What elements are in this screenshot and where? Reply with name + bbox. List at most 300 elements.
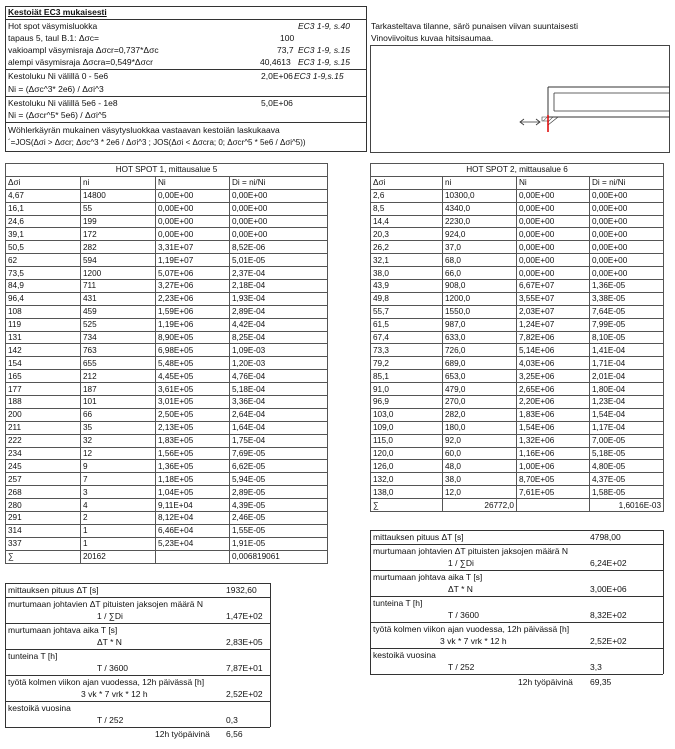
table-cell: 6,98E+05 (156, 344, 230, 357)
table-cell: 12 (81, 447, 156, 460)
calc-label: kestoikä vuosina (8, 703, 71, 713)
hotspot2-rows (371, 189, 664, 498)
table-cell: 1 (81, 537, 156, 550)
table-cell: 172 (81, 228, 156, 241)
table-cell: 459 (81, 305, 156, 318)
table-cell: 924,0 (443, 228, 517, 241)
table-row (6, 215, 328, 228)
table-row (6, 280, 328, 293)
table-cell: 222 (6, 434, 81, 447)
calc-value: 6,24E+02 (590, 558, 627, 568)
header-row-value: 73,7 (277, 45, 294, 55)
table-cell: 0,00E+00 (517, 189, 590, 202)
table-cell: 734 (81, 331, 156, 344)
calc-value: 2,83E+05 (226, 637, 263, 647)
table-cell: 1,75E-04 (230, 434, 328, 447)
table-row (371, 434, 664, 447)
table-cell: 101 (81, 396, 156, 409)
table-cell: 4,37E-05 (590, 473, 664, 486)
table-cell: 2,46E-05 (230, 512, 328, 525)
table-cell: 1,83E+05 (156, 434, 230, 447)
table-cell: 4,42E-04 (230, 318, 328, 331)
calc-label: 12h työpäivinä (155, 729, 210, 739)
weld-sketch (370, 45, 670, 153)
note-line-2: Vinoviivoitus kuvaa hitsisaumaa. (371, 33, 494, 43)
table-cell: 1200 (81, 267, 156, 280)
table-cell: 2,37E-04 (230, 267, 328, 280)
table-row (371, 370, 664, 383)
table-cell: 1,54E+06 (517, 421, 590, 434)
table-cell: 91,0 (371, 383, 443, 396)
table-cell: 3,61E+05 (156, 383, 230, 396)
table-cell: 180,0 (443, 421, 517, 434)
table-cell: 1,19E+07 (156, 254, 230, 267)
table-cell: 55,7 (371, 305, 443, 318)
sum-ni: 26772,0 (443, 499, 517, 512)
table-cell: 8,12E+04 (156, 512, 230, 525)
table-cell: 154 (6, 357, 81, 370)
table-cell: 142 (6, 344, 81, 357)
calc-label: tunteina T [h] (373, 598, 423, 608)
calc-formula: 1 / ∑Di (448, 558, 474, 568)
table-row (6, 357, 328, 370)
table-row (6, 537, 328, 550)
table-row (371, 292, 664, 305)
table-cell: 5,14E+06 (517, 344, 590, 357)
table-cell: 68,0 (443, 254, 517, 267)
table-row (371, 202, 664, 215)
table-cell: 1,71E-04 (590, 357, 664, 370)
header-row-value: 40,4613 (260, 57, 291, 67)
table-cell: 0,00E+00 (517, 241, 590, 254)
calc-value: 2,52E+02 (226, 689, 263, 699)
calc-value: 1932,60 (226, 585, 257, 595)
table-cell: 187 (81, 383, 156, 396)
table-cell: 66,0 (443, 267, 517, 280)
table-cell: 4,45E+05 (156, 370, 230, 383)
header-row-label: Hot spot väsymisluokka (8, 21, 98, 31)
table-cell: 763 (81, 344, 156, 357)
table-cell: 7,82E+06 (517, 331, 590, 344)
column-header: Ni (156, 176, 230, 189)
hotspot2-title: HOT SPOT 2, mittausalue 6 (371, 164, 664, 177)
table-cell: 3,36E-04 (230, 396, 328, 409)
calc-value: 7,87E+01 (226, 663, 263, 673)
table-cell: 73,3 (371, 344, 443, 357)
table-cell: 4,67 (6, 189, 81, 202)
column-header: Δσi (6, 176, 81, 189)
table-row (371, 421, 664, 434)
table-cell: 1550,0 (443, 305, 517, 318)
table-cell: 257 (6, 473, 81, 486)
table-cell: 14,4 (371, 215, 443, 228)
table-cell: 109,0 (371, 421, 443, 434)
table-row (6, 318, 328, 331)
table-cell: 2,23E+06 (156, 292, 230, 305)
kesto1-value: 2,0E+06 (261, 71, 293, 81)
table-row (371, 383, 664, 396)
table-row (6, 421, 328, 434)
calc-value: 3,00E+06 (590, 584, 627, 594)
table-cell: 200 (6, 408, 81, 421)
hotspot1-calc (5, 583, 327, 749)
sum-symbol: ∑ (6, 550, 81, 563)
calc-formula: T / 252 (97, 715, 124, 725)
table-cell: 908,0 (443, 280, 517, 293)
table-cell: 1,24E+07 (517, 318, 590, 331)
table-cell: 8,10E-05 (590, 331, 664, 344)
table-cell: 0,00E+00 (230, 202, 328, 215)
table-row (6, 473, 328, 486)
table-cell: 0,00E+00 (517, 254, 590, 267)
table-cell: 84,9 (6, 280, 81, 293)
table-cell: 8,25E-04 (230, 331, 328, 344)
header-row-ref: EC3 1-9, s.40 (298, 21, 350, 31)
table-cell: 67,4 (371, 331, 443, 344)
table-cell: 5,48E+05 (156, 357, 230, 370)
table-cell: 79,2 (371, 357, 443, 370)
table-cell: 1,00E+06 (517, 460, 590, 473)
table-cell: 37,0 (443, 241, 517, 254)
table-cell: 2,89E-04 (230, 305, 328, 318)
table-cell: 4340,0 (443, 202, 517, 215)
table-row (371, 396, 664, 409)
table-cell: 0,00E+00 (230, 189, 328, 202)
table-cell: 5,18E-05 (590, 447, 664, 460)
table-row (6, 408, 328, 421)
header-row-label: vakioampl väsymisraja Δσcr=0,737*Δσc (8, 45, 159, 55)
table-cell: 1,83E+06 (517, 408, 590, 421)
table-cell: 270,0 (443, 396, 517, 409)
table-cell: 126,0 (371, 460, 443, 473)
table-cell: 2,01E-04 (590, 370, 664, 383)
table-cell: 199 (81, 215, 156, 228)
column-header: Δσi (371, 176, 443, 189)
table-cell: 85,1 (371, 370, 443, 383)
table-cell: 96,4 (6, 292, 81, 305)
table-cell: 1,04E+05 (156, 486, 230, 499)
column-header: Di = ni/Ni (230, 176, 328, 189)
table-cell: 8,5 (371, 202, 443, 215)
calc-label: työtä kolmen viikon ajan vuodessa, 12h päivässä [h] (373, 624, 570, 634)
calc-value: 3,3 (590, 662, 602, 672)
kesto2-label: Kestoluku Ni välillä 5e6 - 1e8 (8, 98, 118, 108)
header-row-label: alempi väsymisraja Δσcra=0,549*Δσcr (8, 57, 153, 67)
table-cell: 280 (6, 499, 81, 512)
table-cell: 1,36E-05 (590, 280, 664, 293)
table-cell: 0,00E+00 (517, 215, 590, 228)
kesto2-formula: Ni = (Δσcr^5* 5e6) / Δσi^5 (8, 110, 107, 120)
kesto1-label: Kestoluku Ni välillä 0 - 5e6 (8, 71, 109, 81)
table-cell: 103,0 (371, 408, 443, 421)
table-cell: 3,55E+07 (517, 292, 590, 305)
table-cell: 3 (81, 486, 156, 499)
table-cell: 689,0 (443, 357, 517, 370)
table-cell: 96,9 (371, 396, 443, 409)
table-row (371, 447, 664, 460)
table-cell: 8,52E-06 (230, 241, 328, 254)
table-cell: 987,0 (443, 318, 517, 331)
table-row (6, 228, 328, 241)
table-cell: 39,1 (6, 228, 81, 241)
table-cell: 50,5 (6, 241, 81, 254)
calc-formula: T / 3600 (97, 663, 129, 673)
table-row (6, 254, 328, 267)
header-row-label: tapaus 5, taul B.1: Δσc= (8, 33, 100, 43)
table-cell: 108 (6, 305, 81, 318)
table-cell: 1 (81, 524, 156, 537)
table-row (371, 357, 664, 370)
calc-label: kestoikä vuosina (373, 650, 436, 660)
kesto1-ref: EC3 1-9,s.15 (294, 71, 344, 81)
table-cell: 234 (6, 447, 81, 460)
table-cell: 1,09E-03 (230, 344, 328, 357)
table-cell: 282 (81, 241, 156, 254)
table-row (6, 499, 328, 512)
column-header: ni (443, 176, 517, 189)
table-cell: 711 (81, 280, 156, 293)
calc-formula: 1 / ∑Di (97, 611, 123, 621)
column-header: Di = ni/Ni (590, 176, 664, 189)
table-cell: 5,01E-05 (230, 254, 328, 267)
table-cell: 0,00E+00 (156, 215, 230, 228)
table-cell: 43,9 (371, 280, 443, 293)
calc-label: murtumaan johtava aika T [s] (373, 572, 483, 582)
table-cell: 6,67E+07 (517, 280, 590, 293)
calc-label: työtä kolmen viikon ajan vuodessa, 12h päivässä [h] (8, 677, 205, 687)
table-cell: 7,64E-05 (590, 305, 664, 318)
table-cell: 1,93E-04 (230, 292, 328, 305)
wohler-title: Wöhlerkäyrän mukainen väsytysluokkaa vastaavan kestoiän laskukaava (8, 125, 280, 135)
table-cell: 2,18E-04 (230, 280, 328, 293)
table-cell: 1,36E+05 (156, 460, 230, 473)
table-cell: 4,39E-05 (230, 499, 328, 512)
table-cell: 2,89E-05 (230, 486, 328, 499)
table-cell: 132,0 (371, 473, 443, 486)
table-cell: 0,00E+00 (156, 202, 230, 215)
table-cell: 0,00E+00 (590, 254, 664, 267)
table-cell: 49,8 (371, 292, 443, 305)
table-row (6, 267, 328, 280)
table-cell: 3,01E+05 (156, 396, 230, 409)
table-cell: 2 (81, 512, 156, 525)
table-cell: 314 (6, 524, 81, 537)
table-row (371, 254, 664, 267)
table-cell: 10300,0 (443, 189, 517, 202)
calc-formula: 3 vk * 7 vrk * 12 h (440, 636, 507, 646)
table-cell: 653,0 (443, 370, 517, 383)
table-cell: 525 (81, 318, 156, 331)
table-row (6, 331, 328, 344)
calc-value: 4798,00 (590, 532, 621, 542)
calc-label: 12h työpäivinä (518, 677, 573, 687)
table-cell: 1,19E+06 (156, 318, 230, 331)
table-cell: 0,00E+00 (517, 267, 590, 280)
table-cell: 2,20E+06 (517, 396, 590, 409)
note-line-1: Tarkasteltava tilanne, särö punaisen viivan suuntaisesti (371, 21, 578, 31)
table-row (6, 305, 328, 318)
table-row (371, 486, 664, 499)
table-row (371, 344, 664, 357)
header-row-value: 100 (280, 33, 295, 43)
table-cell: 0,00E+00 (590, 189, 664, 202)
table-cell: 8,90E+05 (156, 331, 230, 344)
table-cell: 2,65E+06 (517, 383, 590, 396)
table-cell: 6,46E+04 (156, 524, 230, 537)
table-cell: 5,18E-04 (230, 383, 328, 396)
table-cell: 6,62E-05 (230, 460, 328, 473)
table-cell: 35 (81, 421, 156, 434)
sum-symbol: ∑ (371, 499, 443, 512)
table-cell: 62 (6, 254, 81, 267)
wohler-formula: ´=JOS(Δσi > Δσcr; Δσc^3 * 2e6 / Δσi^3 ; JOS(Δσi < Δσcra; 0; Δσcr^5 * 5e6 / Δσi^5)) (8, 138, 306, 147)
table-cell: 3,31E+07 (156, 241, 230, 254)
table-cell: 20,3 (371, 228, 443, 241)
calc-formula: ΔT * N (448, 584, 473, 594)
table-cell: 9,11E+04 (156, 499, 230, 512)
table-cell: 245 (6, 460, 81, 473)
table-cell: 3,38E-05 (590, 292, 664, 305)
calc-value: 69,35 (590, 677, 612, 687)
table-cell: 2,64E-04 (230, 408, 328, 421)
table-cell: 1,56E+05 (156, 447, 230, 460)
table-row (371, 241, 664, 254)
table-cell: 337 (6, 537, 81, 550)
table-cell: 7,61E+05 (517, 486, 590, 499)
table-cell: 1,23E-04 (590, 396, 664, 409)
table-row (371, 280, 664, 293)
table-row (371, 318, 664, 331)
table-cell: 32 (81, 434, 156, 447)
table-cell: 14800 (81, 189, 156, 202)
table-row (6, 486, 328, 499)
table-cell: 120,0 (371, 447, 443, 460)
table-row (6, 189, 328, 202)
table-cell: 177 (6, 383, 81, 396)
table-cell: 0,00E+00 (590, 241, 664, 254)
table-cell: 2,50E+05 (156, 408, 230, 421)
table-cell: 268 (6, 486, 81, 499)
table-cell: 655 (81, 357, 156, 370)
table-cell: 2230,0 (443, 215, 517, 228)
hotspot1-rows (6, 189, 328, 550)
table-cell: 48,0 (443, 460, 517, 473)
header-row-ref: EC3 1-9, s.15 (298, 57, 350, 67)
table-row (371, 473, 664, 486)
table-cell: 1,80E-04 (590, 383, 664, 396)
table-row (371, 228, 664, 241)
table-row (6, 396, 328, 409)
table-cell: 16,1 (6, 202, 81, 215)
table-cell: 2,6 (371, 189, 443, 202)
table-cell: 66 (81, 408, 156, 421)
calc-label: mittauksen pituus ΔT [s] (8, 585, 99, 595)
table-cell: 0,00E+00 (590, 202, 664, 215)
table-cell: 1,64E-04 (230, 421, 328, 434)
table-cell: 1,17E-04 (590, 421, 664, 434)
table-cell: 0,00E+00 (156, 228, 230, 241)
calc-label: murtumaan johtava aika T [s] (8, 625, 118, 635)
table-row (6, 202, 328, 215)
table-row (371, 408, 664, 421)
table-cell: 1,59E+06 (156, 305, 230, 318)
table-cell: 5,07E+06 (156, 267, 230, 280)
table-cell: 4,76E-04 (230, 370, 328, 383)
table-cell: 7,69E-05 (230, 447, 328, 460)
table-cell: 138,0 (371, 486, 443, 499)
table-cell: 7 (81, 473, 156, 486)
table-cell: 119 (6, 318, 81, 331)
calc-label: murtumaan johtavien ΔT pituisten jaksojen määrä N (8, 599, 203, 609)
calc-value: 8,32E+02 (590, 610, 627, 620)
calc-label: murtumaan johtavien ΔT pituisten jaksojen määrä N (373, 546, 568, 556)
header-row-ref: EC3 1-9, s.15 (298, 45, 350, 55)
table-cell: 211 (6, 421, 81, 434)
column-header: ni (81, 176, 156, 189)
table-cell: 32,1 (371, 254, 443, 267)
table-cell: 60,0 (443, 447, 517, 460)
kesto1-formula: Ni = (Δσc^3* 2e6) / Δσi^3 (8, 84, 104, 94)
table-cell: 38,0 (371, 267, 443, 280)
sum-di: 0,006819061 (230, 550, 328, 563)
table-row (6, 241, 328, 254)
table-cell: 212 (81, 370, 156, 383)
table-cell: 4,03E+06 (517, 357, 590, 370)
table-cell: 291 (6, 512, 81, 525)
table-cell: 1,91E-05 (230, 537, 328, 550)
table-cell: 24,6 (6, 215, 81, 228)
table-cell: 2,03E+07 (517, 305, 590, 318)
table-cell: 9 (81, 460, 156, 473)
table-row (6, 292, 328, 305)
table-row (6, 460, 328, 473)
table-cell: 4,80E-05 (590, 460, 664, 473)
sum-ni: 20162 (81, 550, 156, 563)
table-cell: 0,00E+00 (590, 228, 664, 241)
table-cell: 0,00E+00 (156, 189, 230, 202)
calc-value: 0,3 (226, 715, 238, 725)
hotspot1-title: HOT SPOT 1, mittausalue 5 (6, 164, 328, 177)
table-cell: 0,00E+00 (590, 215, 664, 228)
table-cell: 55 (81, 202, 156, 215)
calc-value: 2,52E+02 (590, 636, 627, 646)
table-cell: 0,00E+00 (517, 202, 590, 215)
sum-empty (517, 499, 590, 512)
table-cell: 2,13E+05 (156, 421, 230, 434)
table-row (371, 215, 664, 228)
table-row (371, 305, 664, 318)
table-cell: 0,00E+00 (590, 267, 664, 280)
table-cell: 1,41E-04 (590, 344, 664, 357)
table-cell: 3,25E+06 (517, 370, 590, 383)
table-cell: 1,16E+06 (517, 447, 590, 460)
calc-formula: T / 252 (448, 662, 475, 672)
table-cell: 1,20E-03 (230, 357, 328, 370)
header-title: Kestoiät EC3 mukaisesti (8, 7, 107, 17)
calc-formula: T / 3600 (448, 610, 480, 620)
table-row (6, 434, 328, 447)
sum-di: 1,6016E-03 (590, 499, 664, 512)
table-cell: 7,99E-05 (590, 318, 664, 331)
table-cell: 1,32E+06 (517, 434, 590, 447)
table-cell: 282,0 (443, 408, 517, 421)
table-cell: 0,00E+00 (517, 228, 590, 241)
table-cell: 12,0 (443, 486, 517, 499)
calc-value: 1,47E+02 (226, 611, 263, 621)
calc-formula: 3 vk * 7 vrk * 12 h (81, 689, 148, 699)
table-cell: 4 (81, 499, 156, 512)
table-cell: 0,00E+00 (230, 215, 328, 228)
